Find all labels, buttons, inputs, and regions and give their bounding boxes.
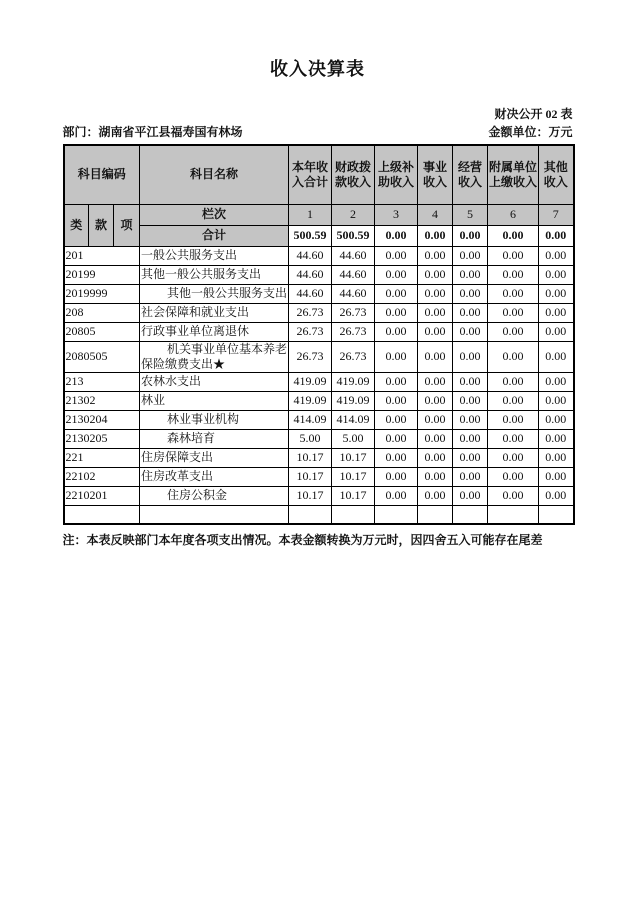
row-value: 0.00 xyxy=(488,341,539,372)
row-code: 213 xyxy=(64,372,140,391)
row-value: 0.00 xyxy=(418,341,453,372)
table-row xyxy=(64,372,574,391)
column-number: 5 xyxy=(453,204,488,225)
row-value: 0.00 xyxy=(375,265,418,284)
page-title: 收入决算表 xyxy=(270,59,365,79)
row-value: 0.00 xyxy=(418,410,453,429)
row-code: 20805 xyxy=(64,322,140,341)
row-value xyxy=(289,505,332,524)
row-value: 0.00 xyxy=(539,467,574,486)
row-value: 0.00 xyxy=(488,410,539,429)
row-code: 208 xyxy=(64,303,140,322)
row-value: 44.60 xyxy=(332,265,375,284)
row-value: 10.17 xyxy=(332,486,375,505)
header-row-columns xyxy=(64,204,574,225)
row-value: 0.00 xyxy=(453,246,488,265)
table-row xyxy=(64,246,574,265)
row-value: 44.60 xyxy=(289,246,332,265)
header-subject-name: 科目名称 xyxy=(140,145,289,204)
row-value: 0.00 xyxy=(375,341,418,372)
row-name: 社会保障和就业支出 xyxy=(140,303,289,322)
row-value: 0.00 xyxy=(539,265,574,284)
row-value: 0.00 xyxy=(488,265,539,284)
table-row xyxy=(64,448,574,467)
total-value: 0.00 xyxy=(539,225,574,246)
row-value: 0.00 xyxy=(418,246,453,265)
row-value: 0.00 xyxy=(488,284,539,303)
row-value: 419.09 xyxy=(332,372,375,391)
column-number: 1 xyxy=(289,204,332,225)
row-value xyxy=(453,505,488,524)
row-name: 机关事业单位基本养老保险缴费支出★ xyxy=(141,341,288,371)
row-value: 0.00 xyxy=(375,391,418,410)
table-row xyxy=(64,322,574,341)
row-value: 44.60 xyxy=(289,284,332,303)
row-value: 5.00 xyxy=(289,429,332,448)
row-value: 0.00 xyxy=(539,246,574,265)
row-value: 10.17 xyxy=(289,486,332,505)
header-col-fiscal-appropriation: 财政拨款收入 xyxy=(332,145,375,204)
row-value: 10.17 xyxy=(289,467,332,486)
row-code xyxy=(64,505,140,524)
table-row xyxy=(64,429,574,448)
meta-line xyxy=(63,124,573,140)
table-row xyxy=(64,284,574,303)
header-subject-code: 科目编码 xyxy=(64,145,140,204)
row-value: 10.17 xyxy=(332,448,375,467)
row-value: 0.00 xyxy=(418,284,453,303)
row-value: 0.00 xyxy=(453,391,488,410)
row-value: 0.00 xyxy=(453,410,488,429)
table-row xyxy=(64,486,574,505)
row-value: 0.00 xyxy=(375,322,418,341)
table-note: 注：本表反映部门本年度各项支出情况。本表金额转换为万元时，因四舍五入可能存在尾差 xyxy=(62,533,543,547)
row-name: 住房公积金 xyxy=(140,486,289,505)
row-value: 0.00 xyxy=(488,322,539,341)
row-value: 26.73 xyxy=(289,322,332,341)
row-value: 0.00 xyxy=(488,372,539,391)
row-code: 2130204 xyxy=(64,410,140,429)
row-value: 0.00 xyxy=(539,391,574,410)
row-value: 0.00 xyxy=(453,372,488,391)
row-value xyxy=(332,505,375,524)
row-name xyxy=(140,505,289,524)
row-name: 一般公共服务支出 xyxy=(140,246,289,265)
row-name: 其他一般公共服务支出 xyxy=(140,284,289,303)
row-name: 其他一般公共服务支出 xyxy=(140,265,289,284)
income-statement-table xyxy=(63,144,575,525)
table-body xyxy=(64,246,574,524)
row-name: 林业事业机构 xyxy=(140,410,289,429)
header-code-class: 类 xyxy=(64,204,89,246)
row-value: 0.00 xyxy=(418,467,453,486)
row-value: 0.00 xyxy=(539,410,574,429)
row-value: 0.00 xyxy=(539,322,574,341)
row-value: 0.00 xyxy=(453,486,488,505)
row-code: 2019999 xyxy=(64,284,140,303)
row-value: 0.00 xyxy=(488,391,539,410)
row-value: 44.60 xyxy=(332,284,375,303)
row-name: 行政事业单位离退休 xyxy=(140,322,289,341)
column-number: 3 xyxy=(375,204,418,225)
total-value: 500.59 xyxy=(332,225,375,246)
row-value: 0.00 xyxy=(453,467,488,486)
row-value: 0.00 xyxy=(539,486,574,505)
row-name: 住房改革支出 xyxy=(140,467,289,486)
row-value: 0.00 xyxy=(539,448,574,467)
row-value: 0.00 xyxy=(375,448,418,467)
header-col-other-income: 其他收入 xyxy=(539,145,574,204)
row-value: 0.00 xyxy=(375,284,418,303)
table-row xyxy=(64,341,574,372)
table-row xyxy=(64,505,574,524)
row-value: 0.00 xyxy=(418,448,453,467)
row-value: 0.00 xyxy=(453,429,488,448)
row-value: 0.00 xyxy=(418,372,453,391)
row-value: 0.00 xyxy=(453,322,488,341)
table-row xyxy=(64,391,574,410)
row-value: 419.09 xyxy=(289,372,332,391)
row-value: 5.00 xyxy=(332,429,375,448)
header-row-index-label: 栏次 xyxy=(140,204,289,225)
row-value: 0.00 xyxy=(539,372,574,391)
row-value: 0.00 xyxy=(453,448,488,467)
table-row xyxy=(64,410,574,429)
row-value: 0.00 xyxy=(418,486,453,505)
row-value: 414.09 xyxy=(332,410,375,429)
row-value: 0.00 xyxy=(375,429,418,448)
header-row-main xyxy=(64,145,574,204)
row-value: 0.00 xyxy=(418,265,453,284)
row-value: 0.00 xyxy=(488,246,539,265)
row-name: 农林水支出 xyxy=(140,372,289,391)
row-value: 0.00 xyxy=(488,448,539,467)
department-label: 部门：湖南省平江县福寿国有林场 xyxy=(62,125,243,139)
row-code: 2080505 xyxy=(64,341,140,372)
row-value: 26.73 xyxy=(289,341,332,372)
row-value: 0.00 xyxy=(418,429,453,448)
row-value: 44.60 xyxy=(332,246,375,265)
row-code: 2210201 xyxy=(64,486,140,505)
row-code: 22102 xyxy=(64,467,140,486)
table-row xyxy=(64,467,574,486)
content-area xyxy=(63,106,573,549)
unit-label: 金额单位：万元 xyxy=(488,125,573,139)
row-code: 221 xyxy=(64,448,140,467)
row-value: 0.00 xyxy=(375,246,418,265)
row-value: 26.73 xyxy=(289,303,332,322)
header-col-affiliated-unit: 附属单位上缴收入 xyxy=(488,145,539,204)
row-value: 10.17 xyxy=(332,467,375,486)
row-value xyxy=(375,505,418,524)
doc-number-label: 财决公开 02 表 xyxy=(494,107,573,121)
header-col-total-income: 本年收入合计 xyxy=(289,145,332,204)
row-value: 0.00 xyxy=(539,429,574,448)
column-number: 7 xyxy=(539,204,574,225)
totals-row xyxy=(64,225,574,246)
row-value xyxy=(418,505,453,524)
row-value: 0.00 xyxy=(375,303,418,322)
row-value xyxy=(488,505,539,524)
header-col-operating-income: 经营收入 xyxy=(453,145,488,204)
column-number: 4 xyxy=(418,204,453,225)
total-value: 0.00 xyxy=(375,225,418,246)
row-name: 林业 xyxy=(140,391,289,410)
total-value: 0.00 xyxy=(488,225,539,246)
row-value: 0.00 xyxy=(453,265,488,284)
row-value: 0.00 xyxy=(539,303,574,322)
row-value: 0.00 xyxy=(375,467,418,486)
row-value: 26.73 xyxy=(332,341,375,372)
row-value: 419.09 xyxy=(289,391,332,410)
row-value: 414.09 xyxy=(289,410,332,429)
row-value: 0.00 xyxy=(375,486,418,505)
row-value: 0.00 xyxy=(488,486,539,505)
header-col-business-income: 事业收入 xyxy=(418,145,453,204)
header-code-item: 项 xyxy=(114,204,140,246)
row-value: 0.00 xyxy=(453,303,488,322)
row-name: 住房保障支出 xyxy=(140,448,289,467)
row-value: 0.00 xyxy=(453,341,488,372)
total-label: 合计 xyxy=(140,225,289,246)
table-row xyxy=(64,265,574,284)
row-code: 201 xyxy=(64,246,140,265)
row-value: 10.17 xyxy=(289,448,332,467)
total-value: 0.00 xyxy=(453,225,488,246)
row-value: 0.00 xyxy=(418,322,453,341)
row-code: 21302 xyxy=(64,391,140,410)
row-value: 0.00 xyxy=(453,284,488,303)
row-value: 26.73 xyxy=(332,303,375,322)
row-value: 0.00 xyxy=(418,391,453,410)
row-value: 0.00 xyxy=(488,429,539,448)
row-value: 419.09 xyxy=(332,391,375,410)
table-row xyxy=(64,303,574,322)
row-value: 0.00 xyxy=(539,341,574,372)
column-number: 2 xyxy=(332,204,375,225)
row-value: 26.73 xyxy=(332,322,375,341)
row-name: 森林培育 xyxy=(140,429,289,448)
row-value xyxy=(539,505,574,524)
row-value: 0.00 xyxy=(488,303,539,322)
total-value: 0.00 xyxy=(418,225,453,246)
row-value: 0.00 xyxy=(375,372,418,391)
row-value: 44.60 xyxy=(289,265,332,284)
header-code-section: 款 xyxy=(89,204,114,246)
row-code: 20199 xyxy=(64,265,140,284)
row-code: 2130205 xyxy=(64,429,140,448)
row-value: 0.00 xyxy=(488,467,539,486)
row-value: 0.00 xyxy=(375,410,418,429)
row-value: 0.00 xyxy=(539,284,574,303)
total-value: 500.59 xyxy=(289,225,332,246)
row-value: 0.00 xyxy=(418,303,453,322)
header-col-superior-subsidy: 上级补助收入 xyxy=(375,145,418,204)
column-number: 6 xyxy=(488,204,539,225)
